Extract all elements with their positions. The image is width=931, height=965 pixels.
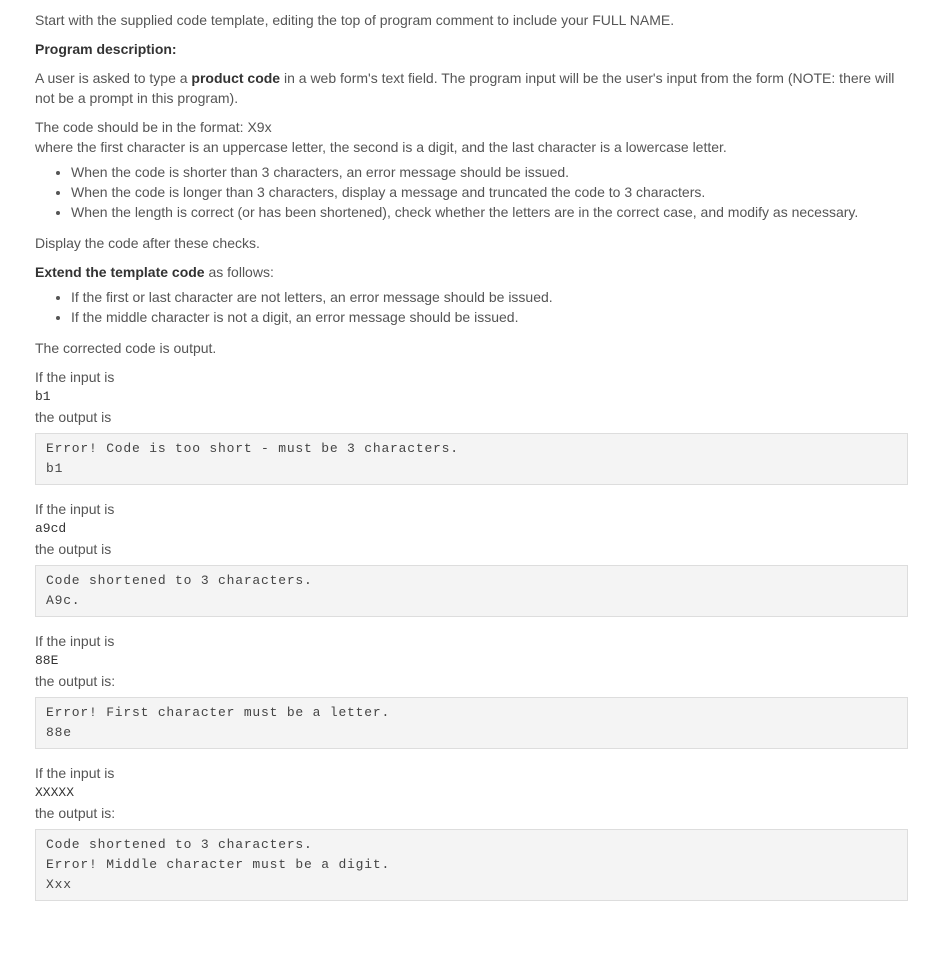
example-output-block (35, 829, 908, 901)
description-heading: Program description: (35, 41, 177, 57)
example-output-block (35, 565, 908, 617)
desc-post: in a web form's text field. The program input will be the user's input from the form (NOTE: there will not be a prompt in this program). (35, 70, 895, 106)
corrected-line: The corrected code is output. (35, 340, 217, 356)
example-1 (35, 367, 907, 485)
rule-item: • When the code is longer than 3 characters, display a message and truncated the code to 3 characters. (71, 182, 907, 202)
example-if-text: If the input is (35, 369, 115, 385)
example-output-label: the output is: (35, 673, 116, 689)
rule-item: • When the length is correct (or has been shortened), check whether the letters are in the correct case, and modify as necessary. (71, 202, 907, 222)
extend-post: as follows: (204, 264, 274, 280)
format-line: The code should be in the format: X9x (35, 119, 272, 135)
output-line: A9c. (46, 593, 81, 608)
extend-rules-list (35, 287, 907, 327)
desc-pre: A user is asked to type a (35, 70, 192, 86)
display-line: Display the code after these checks. (35, 235, 260, 251)
format-explanation: where the first character is an uppercase letter, the second is a digit, and the last character is a lowercase letter. (35, 139, 727, 155)
output-line: 88e (46, 725, 72, 740)
rule-item: • When the code is shorter than 3 characters, an error message should be issued. (71, 162, 907, 182)
example-if-text: If the input is (35, 765, 115, 781)
example-input: a9cd (35, 521, 67, 536)
output-line: Error! Code is too short - must be 3 characters. (46, 441, 459, 456)
example-output-label: the output is (35, 409, 112, 425)
output-line: Xxx (46, 877, 72, 892)
output-line: Error! Middle character must be a digit. (46, 857, 391, 872)
example-output-block (35, 433, 908, 485)
intro-text: Start with the supplied code template, editing the top of program comment to include your FULL NAME. (35, 12, 675, 28)
output-line: Code shortened to 3 characters. (46, 573, 313, 588)
example-input: 88E (35, 653, 59, 668)
output-line: b1 (46, 461, 64, 476)
example-2 (35, 499, 907, 617)
example-output-block (35, 697, 908, 749)
example-input: XXXXX (35, 785, 75, 800)
output-line: Code shortened to 3 characters. (46, 837, 313, 852)
example-output-label: the output is: (35, 805, 116, 821)
rules-list (35, 162, 907, 222)
example-3 (35, 631, 907, 749)
output-line: Error! First character must be a letter. (46, 705, 391, 720)
desc-bold-product-code: product code (191, 70, 281, 86)
extend-rule-item: • If the middle character is not a digit, an error message should be issued. (71, 307, 907, 327)
example-4 (35, 763, 907, 901)
extend-line (35, 262, 907, 282)
example-output-label: the output is (35, 541, 112, 557)
extend-bold: Extend the template code (35, 264, 205, 280)
description-paragraph (35, 68, 907, 108)
example-if-text: If the input is (35, 633, 115, 649)
example-if-text: If the input is (35, 501, 115, 517)
extend-rule-item: • If the first or last character are not letters, an error message should be issued. (71, 287, 907, 307)
example-input: b1 (35, 389, 51, 404)
